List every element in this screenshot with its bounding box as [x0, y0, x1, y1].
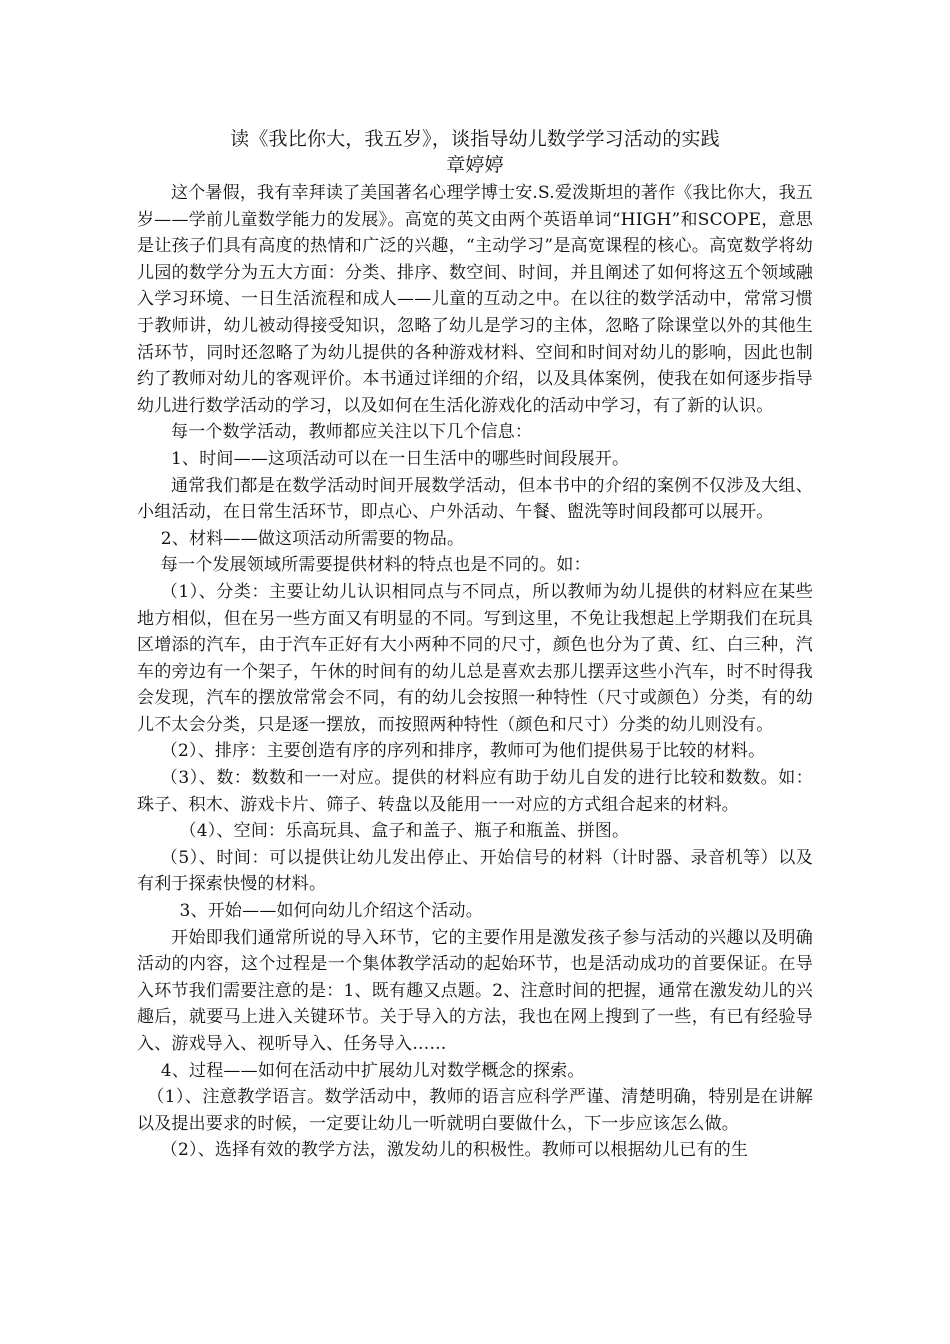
paragraph-start-heading: 3、开始——如何向幼儿介绍这个活动。: [179, 901, 483, 922]
paragraph-time-body: 通常我们都是在数学活动时间开展数学活动，但本书中的介绍的案例不仅涉及大组、小组活动，在日常生活环节，即点心、户外活动、午餐、盥洗等时间段都可以展开。: [137, 475, 813, 523]
paragraph-time-heading: 1、时间——这项活动可以在一日生活中的哪些时间段展开。: [171, 448, 630, 469]
paragraph-info-lead: 每一个数学活动，教师都应关注以下几个信息：: [171, 422, 533, 443]
document-title: 读《我比你大，我五岁》，谈指导幼儿数学学习活动的实践: [230, 128, 720, 150]
paragraph-materials-lead: 每一个发展领域所需要提供材料的特点也是不同的。如：: [160, 555, 591, 576]
document-author: 章婷婷: [446, 154, 504, 176]
paragraph-start-body: 开始即我们通常所说的导入环节，它的主要作用是激发孩子参与活动的兴趣以及明确活动的内容，这个过程是一个集体教学活动的起始环节，也是活动成功的首要保证。在导入环节我们需要注意的是：1、既有趣又点题。2、注意时间的把握，通常在激发幼儿的兴趣后，就要马上进入关键环节。关于导入的方法，我也在网上搜到了一些，有已有经验导入、游戏导入、视听导入、任务导入……: [137, 927, 813, 1054]
paragraph-ordering: （2）、排序：主要创造有序的序列和排序，教师可为他们提供易于比较的材料。: [160, 741, 766, 762]
paragraph-teaching-methods: （2）、选择有效的教学方法，激发幼儿的积极性。教师可以根据幼儿已有的生: [160, 1140, 749, 1161]
paragraph-classification: （1）、分类：主要让幼儿认识相同点与不同点，所以教师为幼儿提供的材料应在某些地方相似，但在另一些方面又有明显的不同。写到这里，不免让我想起上学期我们在玩具区增添的汽车，由于汽车正好有大小两种不同的尺寸，颜色也分为了黄、红、白三种，汽车的旁边有一个架子，午休的时间有的幼儿总是喜欢去那儿摆弄这些小汽车，时不时得我会发现，汽车的摆放常常会不同，有的幼儿会按照一种特性（尺寸或颜色）分类，有的幼儿不太会分类，只是逐一摆放，而按照两种特性（颜色和尺寸）分类的幼儿则没有。: [137, 581, 813, 735]
paragraph-number: （3）、数：数数和一一对应。提供的材料应有助于幼儿自发的进行比较和数数。如：珠子、积木、游戏卡片、筛子、转盘以及能用一一对应的方式组合起来的材料。: [137, 768, 813, 815]
paragraph-materials-heading: 2、材料——做这项活动所需要的物品。: [160, 528, 465, 549]
paragraph-space: （4）、空间：乐高玩具、盒子和盖子、瓶子和瓶盖、拼图。: [179, 821, 630, 842]
paragraph-time-materials: （5）、时间：可以提供让幼儿发出停止、开始信号的材料（计时器、录音机等）以及有利于探索快慢的材料。: [137, 847, 813, 895]
document-body: [137, 126, 813, 1164]
paragraph-intro: 这个暑假，我有幸拜读了美国著名心理学博士安.S.爱泼斯坦的著作《我比你大，我五岁——学前儿童数学能力的发展》。高宽的英文由两个英语单词“HIGH”和SCOPE，意思是让孩子们具有高度的热情和广泛的兴趣，“主动学习”是高宽课程的核心。高宽数学将幼儿园的数学分为五大方面：分类、排序、数空间、时间，并且阐述了如何将这五个领域融入学习环境、一日生活流程和成人——儿童的互动之中。在以往的数学活动中，常常习惯于教师讲，幼儿被动得接受知识，忽略了幼儿是学习的主体，忽略了除课堂以外的其他生活环节，同时还忽略了为幼儿提供的各种游戏材料、空间和时间对幼儿的影响，因此也制约了教师对幼儿的客观评价。本书通过详细的介绍，以及具体案例，使我在如何逐步指导幼儿进行数学活动的学习，以及如何在生活化游戏化的活动中学习，有了新的认识。: [137, 183, 813, 416]
paragraph-process-heading: 4、过程——如何在活动中扩展幼儿对数学概念的探索。: [160, 1060, 585, 1081]
paragraph-teaching-language: （1）、注意教学语言。数学活动中，教师的语言应科学严谨、清楚明确，特别是在讲解以及提出要求的时候，一定要让幼儿一听就明白要做什么，下一步应该怎么做。: [137, 1087, 813, 1134]
